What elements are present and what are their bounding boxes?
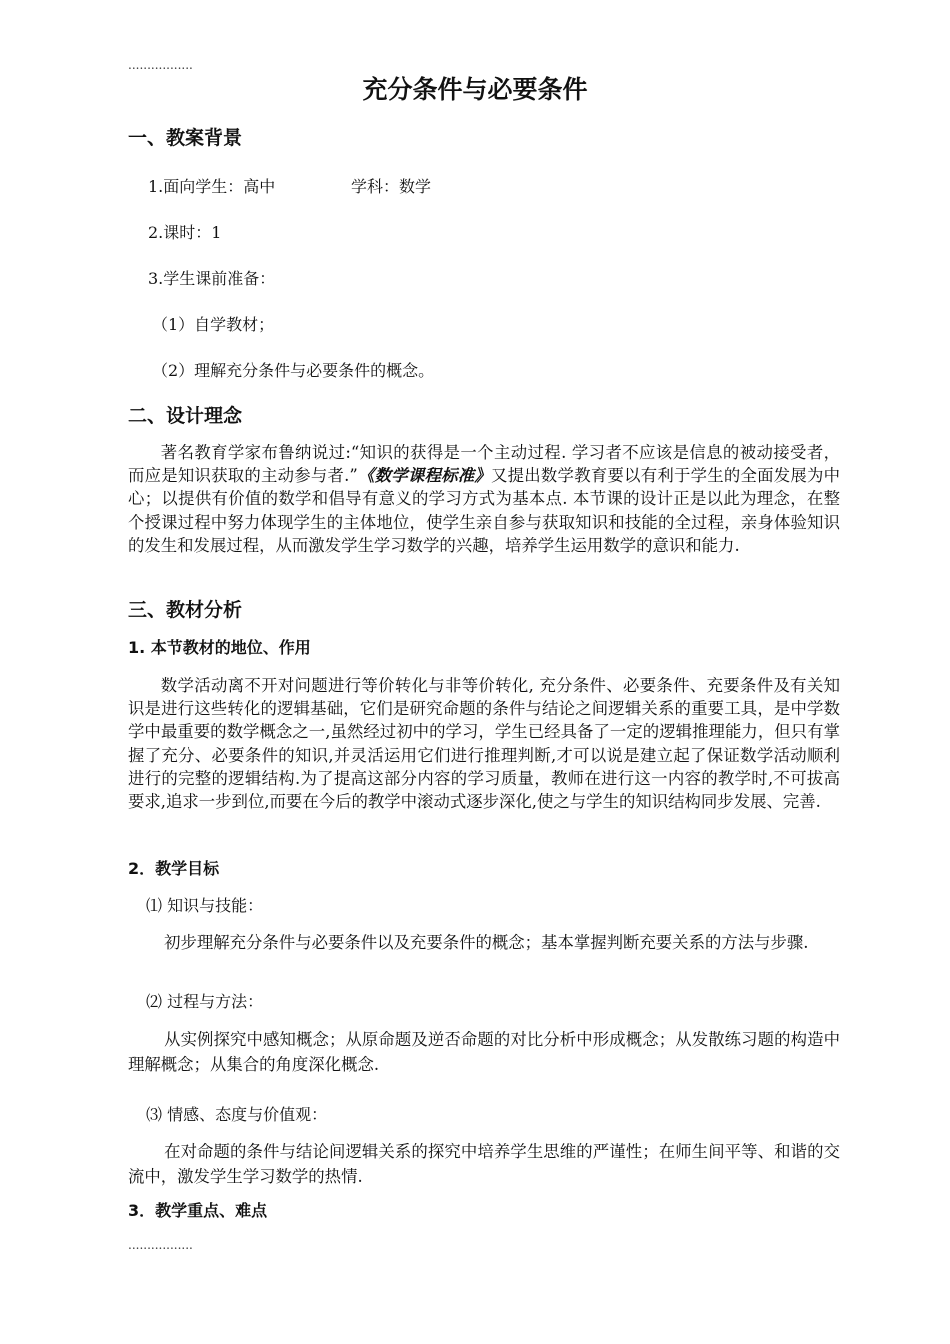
position-role-paragraph: 数学活动离不开对问题进行等价转化与非等价转化, 充分条件、必要条件、充要条件及有关知识是进行这些转化的逻辑基础，它们是研究命题的条件与结论之间逻辑关系的重要工具，是中学数学中最重要的数学概念之一,虽然经过初中的学习，学生已经具备了一定的逻辑推理能力，但只有掌握了充分、必要条件的知识,并灵活运用它们进行推理判断,才可以说是建立起了保证数学活动顺利进行的完整的逻辑结构.为了提高这部分内容的学习质量，教师在进行这一内容的教学时,不可拔高要求,追求一步到位,而要在今后的教学中滚动式逐步深化,使之与学生的知识结构同步发展、完善. bbox=[128, 676, 840, 812]
preparation-item-1: （1）自学教材； bbox=[152, 315, 275, 334]
section-heading-design: 二、设计理念 bbox=[128, 405, 243, 427]
document-title: 充分条件与必要条件 bbox=[362, 75, 588, 104]
preparation-item-2: （2）理解充分条件与必要条件的概念。 bbox=[152, 361, 435, 380]
subject-line: 学科：数学 bbox=[351, 177, 432, 196]
audience-line: 1.面向学生：高中 bbox=[148, 177, 276, 196]
goal-knowledge-text: 初步理解充分条件与必要条件以及充要条件的概念；基本掌握判断充要关系的方法与步骤. bbox=[164, 933, 809, 952]
subheading-position-role: 1. 本节教材的地位、作用 bbox=[128, 638, 311, 657]
section-heading-analysis: 三、教材分析 bbox=[128, 599, 243, 621]
goal-process-label: ⑵ 过程与方法： bbox=[146, 992, 264, 1011]
design-paragraph bbox=[128, 441, 840, 557]
class-hours-line: 2.课时：1 bbox=[148, 223, 222, 242]
goal-knowledge-label: ⑴ 知识与技能： bbox=[146, 896, 264, 915]
section-heading-background: 一、教案背景 bbox=[128, 127, 243, 149]
goal-process-text: 从实例探究中感知概念；从原命题及逆否命题的对比分析中形成概念；从发散练习题的构造中理解概念；从集合的角度深化概念. bbox=[128, 1030, 840, 1074]
preparation-line: 3.学生课前准备： bbox=[148, 269, 276, 288]
curriculum-standard-emphasis: 《数学课程标准》 bbox=[357, 466, 492, 486]
footer-dots: ................. bbox=[128, 1238, 193, 1252]
header-dots: ................. bbox=[128, 58, 193, 72]
subheading-key-points: 3．教学重点、难点 bbox=[128, 1201, 268, 1220]
design-text-a: 著名教育学家布鲁纳说过:“知识的获得是一个主动过程. 学习者不应该是信息的被动接受者，而应是知识获取的主动参与者.” bbox=[128, 443, 840, 486]
goal-emotion-label: ⑶ 情感、态度与价值观： bbox=[146, 1105, 328, 1124]
subheading-teaching-goals: 2．教学目标 bbox=[128, 859, 220, 878]
design-text-b: 又提出数学教育要以有利于学生的全面发展为中心；以提供有价值的数学和倡导有意义的学习方式为基本点. 本节课的设计正是以此为理念，在整个授课过程中努力体现学生的主体地位，使学生亲自参与获取知识和技能的全过程，亲身体验知识的发生和发展过程，从而激发学生学习数学的兴趣，培养学生运用数学的意识和能力. bbox=[128, 466, 841, 555]
goal-emotion-text: 在对命题的条件与结论间逻辑关系的探究中培养学生思维的严谨性；在师生间平等、和谐的交流中，激发学生学习数学的热情. bbox=[128, 1142, 840, 1186]
